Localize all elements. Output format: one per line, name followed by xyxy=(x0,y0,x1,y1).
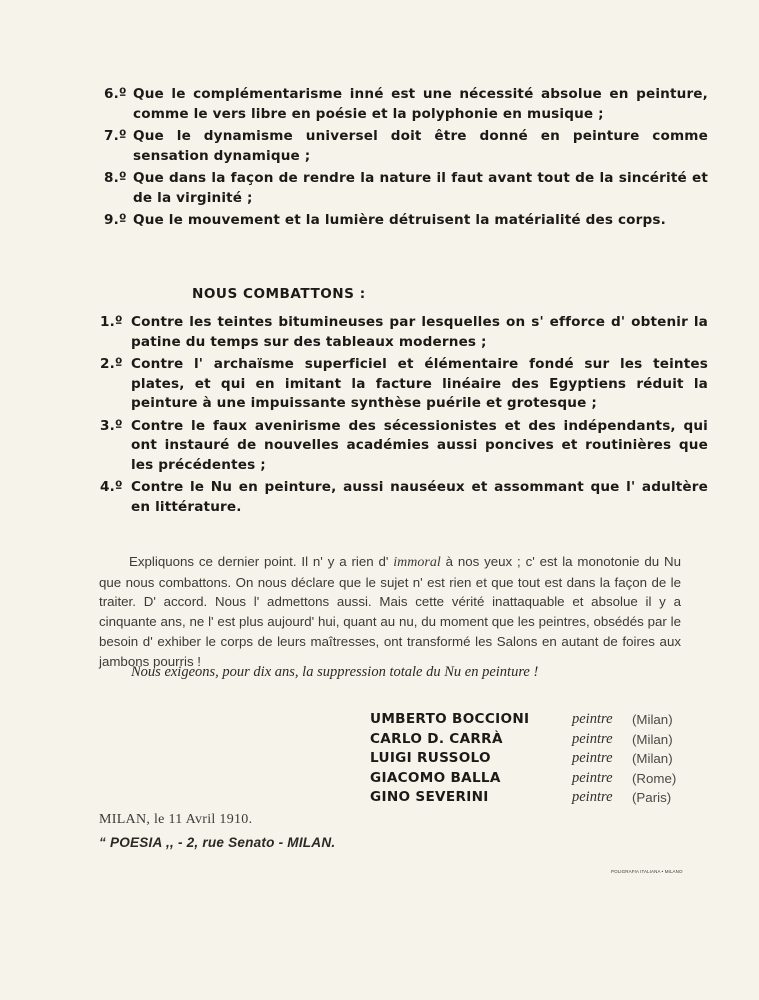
signatory-name: CARLO D. CARRÀ xyxy=(370,730,503,747)
list-item xyxy=(104,85,708,124)
signatory-name: LUIGI RUSSOLO xyxy=(370,750,491,766)
combat-list xyxy=(100,313,708,520)
section-heading: NOUS COMBATTONS : xyxy=(192,286,366,302)
signatory-city: (Rome) xyxy=(632,770,677,786)
publisher-address: “ POESIA ,, - 2, rue Senato - MILAN. xyxy=(99,835,336,850)
item-number: 9.º xyxy=(104,212,127,228)
list-item xyxy=(100,313,708,352)
item-number: 2.º xyxy=(100,356,123,372)
signatory-city: (Paris) xyxy=(632,790,672,805)
signatory-city: (Milan) xyxy=(632,731,673,747)
printer-imprint: POLIGRAFIA ITALIANA • MILANO xyxy=(611,869,683,874)
item-number: 1.º xyxy=(100,314,123,330)
item-number: 8.º xyxy=(104,170,127,186)
principles-list xyxy=(104,85,708,234)
paragraph-text-end: à nos yeux ; c' est la monotonie du Nu que nous combattons. On nous déclare que le sujet n' est rien et que tout est dans la façon de le traiter. D' accord. Nous l' admettons aussi. Mais cette vérité inattaquable et absolue il y a cinquante ans, ne l' est plus aujourd' hui, quant au nu, du moment que les peintres, obsédés par le besoin d' exhiber le corps de leurs maîtresses, ont transformé les Salons en autant de foires aux jambons pourris ! xyxy=(99,554,682,669)
item-text: Contre l' archaïsme superficiel et élémentaire fondé sur les teintes plates, et qui en imitant la facture linéaire des Egyptiens réduit la peinture à une impuissante synthèse puérile et grotesque ; xyxy=(131,356,708,411)
item-number: 3.º xyxy=(100,417,123,434)
signatory-role: peintre xyxy=(572,730,613,747)
signatory-row xyxy=(370,710,690,730)
signatory-role: peintre xyxy=(572,711,613,727)
signatories-block xyxy=(370,710,690,808)
item-text: Que le complémentarisme inné est une nécessité absolue en peinture, comme le vers libre en poésie et la polyphonie en musique ; xyxy=(133,86,708,122)
list-item xyxy=(104,211,708,231)
item-number: 7.º xyxy=(104,128,127,144)
item-text: Que dans la façon de rendre la nature il faut avant tout de la sincérité et de la virginité ; xyxy=(133,170,708,206)
item-number: 6.º xyxy=(104,86,127,102)
signatory-row xyxy=(370,769,690,789)
signatory-city: (Milan) xyxy=(632,751,673,766)
item-text: Que le dynamisme universel doit être donné en peinture comme sensation dynamique ; xyxy=(133,128,708,164)
body-paragraph xyxy=(99,552,681,671)
item-text: Contre les teintes bitumineuses par lesquelles on s' efforce d' obtenir la patine du temps sur des tableaux modernes ; xyxy=(131,314,708,350)
list-item xyxy=(100,417,708,476)
date-line: MILAN, le 11 Avril 1910. xyxy=(99,812,253,827)
paragraph-text-start: Expliquons ce dernier point. Il n' y a rien d' xyxy=(129,554,394,569)
signatory-name: GINO SEVERINI xyxy=(370,789,489,805)
item-text: Contre le faux avenirisme des sécessionistes et des indépendants, qui ont instauré de nouvelles académies aussi poncives et routinières que les précédentes ; xyxy=(131,417,708,473)
signatory-row xyxy=(370,730,690,750)
signatory-name: GIACOMO BALLA xyxy=(370,769,501,786)
list-item xyxy=(100,355,708,414)
signatory-name: UMBERTO BOCCIONI xyxy=(370,711,530,727)
signatory-city: (Milan) xyxy=(632,712,673,727)
item-text: Que le mouvement et la lumière détruisent la matérialité des corps. xyxy=(133,212,666,228)
signatory-role: peintre xyxy=(572,769,613,786)
list-item xyxy=(104,169,708,208)
item-number: 4.º xyxy=(100,479,123,495)
item-text: Contre le Nu en peinture, aussi nauséeux et assommant que l' adultère en littérature. xyxy=(131,479,708,515)
paragraph-emphasis: immoral xyxy=(393,555,441,570)
signatory-role: peintre xyxy=(572,789,613,805)
signatory-row xyxy=(370,788,690,808)
list-item xyxy=(104,127,708,166)
signatory-row xyxy=(370,749,690,769)
signatory-role: peintre xyxy=(572,750,613,766)
closing-demand: Nous exigeons, pour dix ans, la suppression totale du Nu en peinture ! xyxy=(131,664,539,680)
list-item xyxy=(100,478,708,517)
